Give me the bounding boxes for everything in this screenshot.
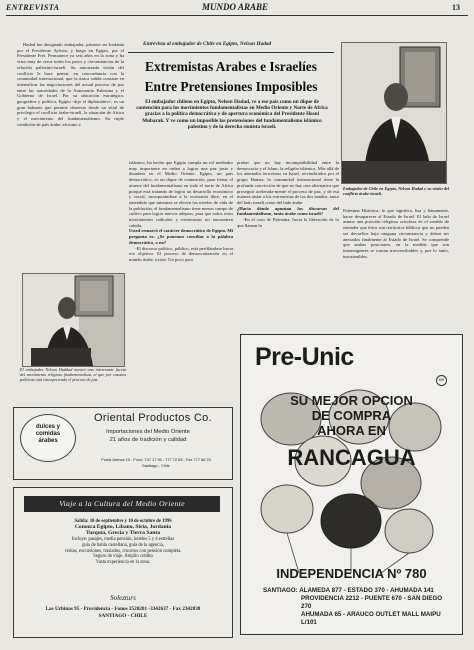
article-column-2-text: islámico, ha hecho que Egipto cumpla un rol mediador muy importante en orden a lograr una paz justa y duradera en el Medio Oriente. Egipto, un país democrático, es un dique de contención, para frenar el avance del fundamentalismo en todo el norte de Africa porque está tratando de lograr un desarrollo económico y social, incorporándose a la economía libre, en el entendido que mientras se eleven los niveles de vida de la población, el fundamentalismo tiene menos campo de cultivo para lograr nuevos adeptos, para que todos estos movimientos radicales y extremistas no encuentren cabida. <box>129 160 233 228</box>
ad-viaje-banner: Viaje a la Cultura del Medio Oriente <box>24 496 220 512</box>
ad-preunic-branches-1: SANTIAGO: ALAMEDA 877 - ESTADO 370 - AHUMADA 141 <box>263 587 434 594</box>
ad-preunic-branches-3: AHUMADA 65 - ARAUCO OUTLET MALL MAIPU L/101 <box>301 611 441 626</box>
ad-viaje-line-1: Salida: 10 de septiembre y 10 de octubre de 1996 <box>74 519 172 524</box>
ad-preunic-branches-2: PROVIDENCIA 2212 - PUENTE 670 - SAN DIEGO 270 <box>301 595 443 610</box>
ambassador-photo-left <box>22 273 125 367</box>
oriental-productos-ad <box>13 407 233 480</box>
publication-name: MUNDO ARABE <box>202 2 268 12</box>
article-column-4 <box>343 208 449 336</box>
ad-viaje-line-2: Conozca Egipto, Líbano, Siria, Jordania <box>74 523 172 530</box>
ad-viaje-brand: Solezturs <box>110 594 136 602</box>
ad-badge <box>20 414 76 462</box>
pre-unic-ad <box>240 334 463 635</box>
photo-caption-right: Embajador de Chile en Egipto, Nelson Hadad y su visión del conflicto árabe-israelí. <box>343 186 449 197</box>
ad-preunic-line-1: SU MEJOR OPCION <box>290 393 413 408</box>
registered-mark: MR <box>436 375 447 386</box>
ad-preunic-line-3: AHORA EN <box>317 423 386 438</box>
article-column-3-text: probar que no hay incompatibilidad entre la democracia y el Islam, la religión islámica. Más allá de los atentados terroristas en Israel, reivindicados por el grupo Hamas, la comunidad internacional tiene la profunda convicción de que no hay otra alternativa que proseguir acelerada-mente el proceso de paz, y de esa manera aislar a los extremistas de los dos bandos, tanto del lado israelí como del lado árabe. <box>237 160 339 205</box>
page-number: 13 <box>452 3 460 12</box>
article-column-3 <box>237 160 339 340</box>
article-column-2 <box>129 160 233 396</box>
interview-question-1: Usted remarcó el carácter democrático de Egipto. Mi pregunta es: ¿Se ponemos conciliar a la palabra democrático, o no? <box>129 228 233 245</box>
ambassador-portrait-illustration <box>23 274 124 366</box>
article-lead: El embajador chileno en Egipto, Nelson Hadad, ve a ese país como un dique de contención para los movimientos fundamentalistas en Medio Oriente y Norte de Africa gracias a la política democrática y de apertura económica del Presidente Hosni Mubarak. Y ve como un imposible las pretensiones del fundamentalismo islámico palestino y de la derecha sionista israelí. <box>136 99 328 130</box>
ambassador-photo-right <box>341 42 447 184</box>
article-column-4-text: Palestina Histórica, lo que significa, lisa y llanamente, hacer desaparecer al Estado de Israel. El lado de Israel asume una posición religiosa ortodoxa en el sentido de entender que éstos son territorios bíblicos que no pueden ser devueltos bajo ninguna circunstancia y deben ser anexados finalmente al Estado de Israel. Se comprende que ambas posiciones, en la medida que son intransigentes se tornan irreconciliables y, por lo tanto, insostenibles. <box>343 208 449 259</box>
ad-preunic-branches <box>263 587 443 627</box>
ad-viaje-body <box>20 519 226 566</box>
article-column-2-answer: -El discurso político, público, está perfilándose hacia ese objetivo. El proceso de democratización en el mundo árabe, existe. Un poco para <box>129 245 233 262</box>
ad-preunic-street: INDEPENDENCIA Nº 780 <box>276 566 427 581</box>
ad-oriental-subtitle-2: 21 años de tradición y calidad <box>109 437 187 443</box>
ad-viaje-line-3: Turquía, Grecia y Tierra Santa <box>85 529 161 536</box>
headline-line-2: Entre Pretensiones Imposibles <box>144 79 318 94</box>
ad-viaje-address: Las Urbinas 95 - Providencia - Fonos 2520201 -3342637 - Fax 2342838 <box>45 606 201 612</box>
header-rule <box>6 15 468 16</box>
headline-line-1: Extremistas Arabes e Israelíes <box>145 59 317 74</box>
article-headline <box>130 57 332 97</box>
ambassador-desk-illustration <box>342 43 446 183</box>
viaje-cultura-ad <box>13 487 233 638</box>
ad-preunic-city: RANCAGUA <box>287 445 416 470</box>
interview-question-2: ¿Hacia dónde apuntan los discursos del fundamentalismo, tanto árabe como israelí? <box>237 205 339 217</box>
ad-oriental-subtitles <box>88 428 208 444</box>
article-column-3-answer: -En el caso de Palestina, hacia la liberación de lo que llaman la <box>237 217 339 228</box>
ad-viaje-line-8: Vasta experiencia en la zona. <box>95 560 151 566</box>
ad-viaje-line-5: guía de habla castellana, guía de la agencia, <box>82 542 164 548</box>
ad-oriental-title: Oriental Productos Co. <box>94 412 212 424</box>
ad-viaje-line-7: Seguro de viaje. Amplio crédito <box>93 554 153 560</box>
ad-viaje-footer <box>14 606 232 620</box>
ad-badge-text: dulces y comidas árabes <box>35 424 61 444</box>
photo-caption-left: El embajador Nelson Haddad mostró una interesante faceta del movimiento religioso fundamentalista, el que por razones políticas está entorpeciendo el proceso de paz. <box>20 367 126 383</box>
pre-unic-logo: Pre-Unic <box>255 343 354 371</box>
article-kicker: Entrevista al embajador de Chile en Egipto, Nelson Hadad <box>143 41 272 47</box>
ad-viaje-line-4: Incluye: pasajes, media pensión, hoteles 5 y 4 estrellas <box>71 536 175 542</box>
ad-viaje-city: SANTIAGO - CHILE <box>98 613 148 619</box>
ad-preunic-line-2: DE COMPRA <box>311 408 392 423</box>
ad-oriental-address: Punta Arenas 10 - Fono: 737 17 99 - 777 72 65 - Fax 777 66 23 <box>101 457 211 462</box>
ad-viaje-line-6: visitas, excursiones, traslados, cruceros con pensión completa. <box>64 548 182 554</box>
ad-oriental-city: Santiago - Chile <box>142 463 170 468</box>
ad-oriental-address-block <box>86 457 226 469</box>
kicker-rule <box>128 52 334 53</box>
ad-oriental-subtitle-1: Importaciones del Medio Oriente <box>106 429 190 435</box>
article-column-1 <box>17 42 124 270</box>
section-label: ENTREVISTA <box>6 3 60 12</box>
article-column-1-text: Hadad fue designado embajador, primero en Jordania por el Presidente Aylwin, y luego en Egipto, por el Presidente Frei. Permanece ya seis años en la zona y ha visto muy de cerca todos los pasos y circunstancias de la relación palestino-israelí. Su autorizada visión del conflicto le hace pensar, en concordancia con la comunidad internacional, que la única salida consiste en intensificar las negociaciones del actual proceso de paz entre las autoridades de la Autonomía Palestina y el Gobierno de Israel. Por su ubicación estratégica, geográfica y política, Egipto -dijo el diplomático-, es un gran baluarte que permite observar desde un sitial de privilegio el conflicto árabe-israelí, la situación de Africa y el movimiento del fundamentalismo. Su triple condición de país árabe, africano e <box>17 42 124 127</box>
